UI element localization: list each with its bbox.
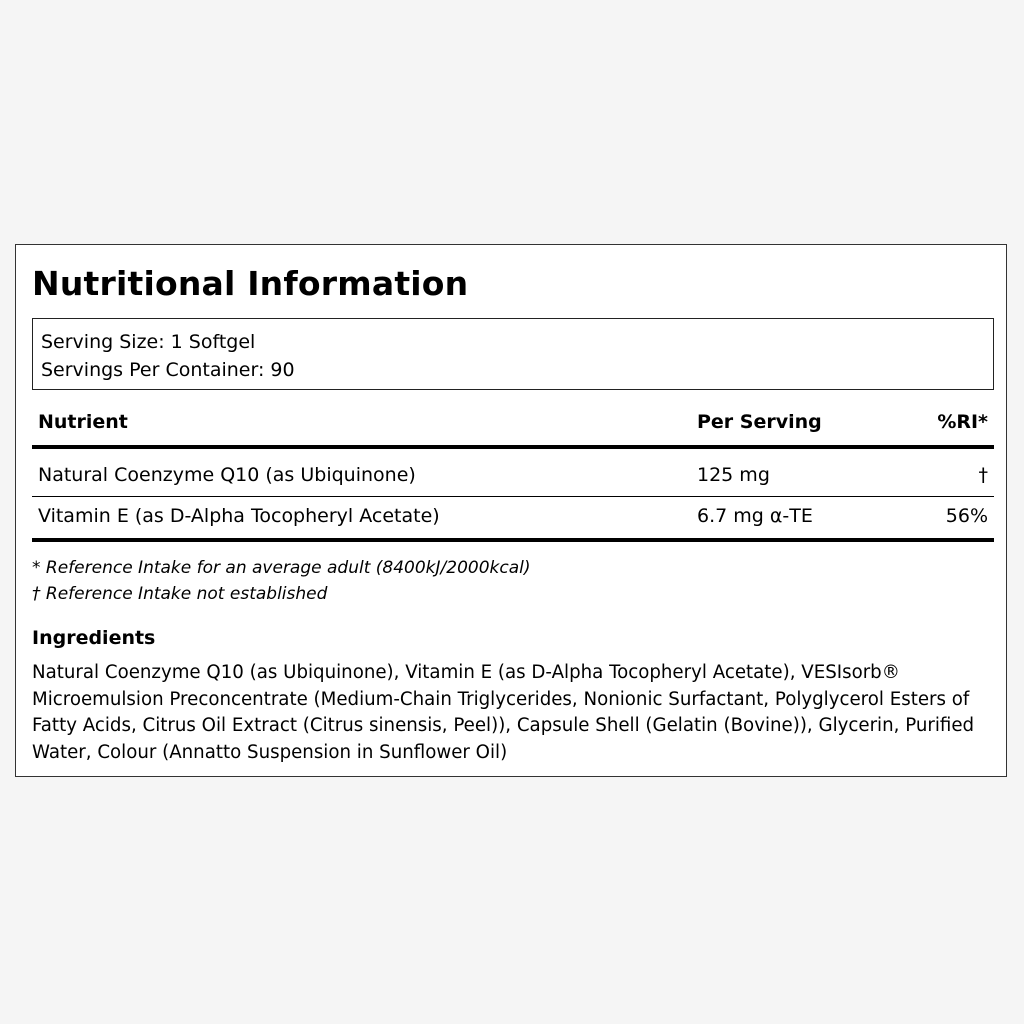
- table-header-row: [32, 403, 994, 449]
- footnotes: [32, 555, 531, 607]
- table-row: [32, 497, 994, 542]
- serving-info-box: [32, 318, 994, 390]
- ingredients-text: Natural Coenzyme Q10 (as Ubiquinone), Vitamin E (as D-Alpha Tocopheryl Acetate), VESIsorb® Microemulsion Preconcentrate (Medium-Chain Triglycerides, Nonionic Surfactant, Polyglycerol Esters of Fatty Acids, Citrus Oil Extract (Citrus sinensis, Peel)), Capsule Shell (Gelatin (Bovine)), Glycerin, Purified Water, Colour (Annatto Suspension in Sunflower Oil): [32, 662, 975, 763]
- page-title: Nutritional Information: [32, 264, 469, 303]
- nutrient-ri: †: [978, 464, 988, 486]
- footnote-reference-intake: * Reference Intake for an average adult (8400kJ/2000kcal): [32, 558, 531, 578]
- header-nutrient: Nutrient: [38, 411, 128, 433]
- servings-per-container: Servings Per Container: 90: [41, 359, 295, 381]
- header-ri: %RI*: [937, 411, 988, 433]
- nutrient-name: Vitamin E (as D-Alpha Tocopheryl Acetate): [38, 505, 440, 527]
- nutrient-amount: 6.7 mg α-TE: [697, 505, 813, 527]
- nutrient-amount: 125 mg: [697, 464, 770, 486]
- nutrient-table: [32, 403, 994, 542]
- footnote-not-established: † Reference Intake not established: [32, 584, 328, 604]
- ingredients-heading: Ingredients: [32, 627, 156, 649]
- table-row: [32, 449, 994, 497]
- header-per-serving: Per Serving: [697, 411, 822, 433]
- nutrition-panel: [15, 244, 1007, 777]
- nutrient-ri: 56%: [945, 505, 988, 527]
- serving-size: Serving Size: 1 Softgel: [41, 331, 256, 353]
- nutrient-name: Natural Coenzyme Q10 (as Ubiquinone): [38, 464, 416, 486]
